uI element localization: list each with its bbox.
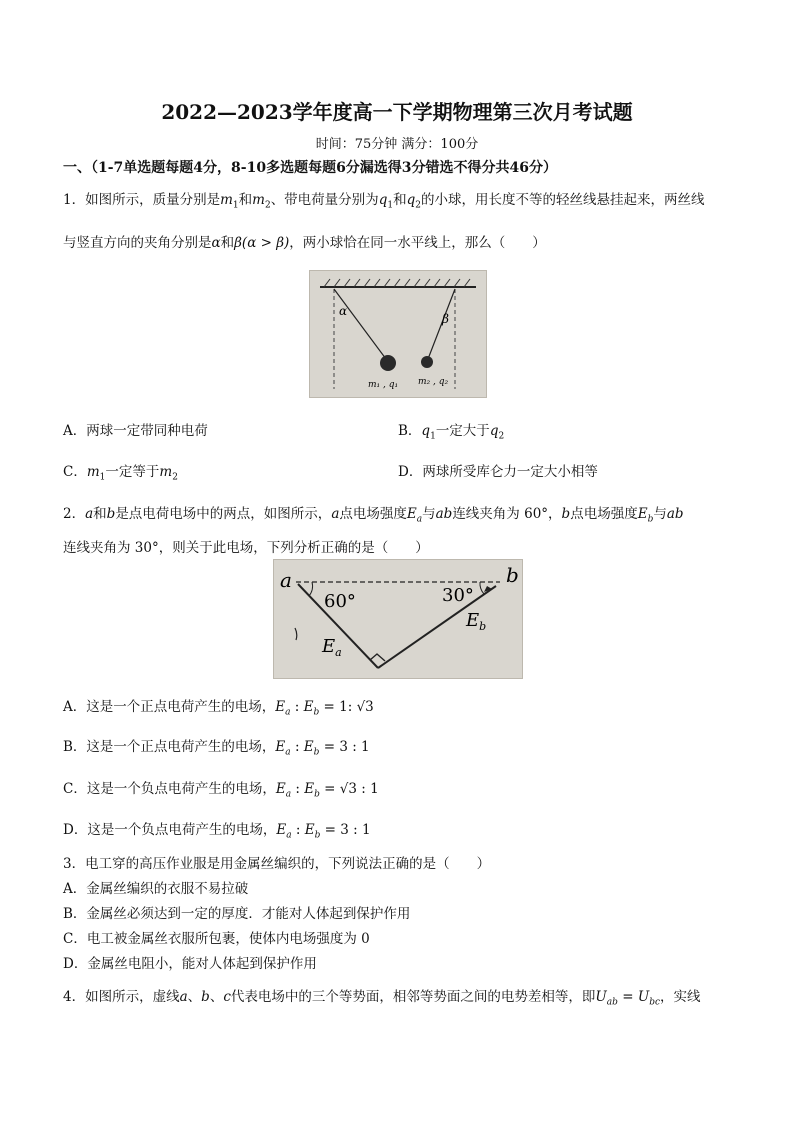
q2-option-c: C．这是一个负点电荷产生的电场，$E_a$ : $E_b = √3$ : 1 <box>63 781 379 800</box>
eb-label: $E_b$ <box>466 610 487 633</box>
q1-option-d: D．两球所受库仑力一定大小相等 <box>398 464 598 480</box>
section-heading: 一、（1-7单选题每题4分，8-10多选题每题6分漏选得3分错选不得分共46分） <box>63 160 558 176</box>
beta-label: β <box>442 312 449 326</box>
q1-stem-line1: 1．如图所示，质量分别是$m_1$和$m_2$、带电荷量分别为$q_1$和$q_2$的小球，用长度不等的轻丝线悬挂起来，两丝线 <box>63 192 705 211</box>
q3-option-b: B．金属丝必须达到一定的厚度．才能对人体起到保护作用 <box>63 906 411 922</box>
alpha-label: α <box>339 304 348 318</box>
ball2-label: m₂ , q₂ <box>418 377 449 387</box>
ea-label: $E_a$ <box>322 636 342 659</box>
q3-option-d: D．金属丝电阻小，能对人体起到保护作用 <box>63 956 317 972</box>
q3-option-a: A．金属丝编织的衣服不易拉破 <box>63 881 249 897</box>
q1-option-b: B．$q_1$一定大于$q_2$ <box>398 423 505 442</box>
q2-option-a: A．这是一个正点电荷产生的电场，$E_a$ : $E_b = 1$: √3 <box>63 699 374 718</box>
angle-b-label: 30° <box>442 585 474 606</box>
point-a-label: a <box>280 568 292 592</box>
q3-stem: 3．电工穿的高压作业服是用金属丝编织的，下列说法正确的是（ ） <box>63 856 491 872</box>
q1-stem-line2: 与竖直方向的夹角分别是α和β(α > β)，两小球恰在同一水平线上，那么（ ） <box>63 235 546 251</box>
q2-option-d: D．这是一个负点电荷产生的电场，$E_a$ : $E_b = 3$ : 1 <box>63 822 371 841</box>
q1-figure <box>309 270 487 398</box>
q2-figure <box>273 559 523 679</box>
q2-option-b: B．这是一个正点电荷产生的电场，$E_a$ : $E_b = 3$ : 1 <box>63 739 370 758</box>
point-b-label: b <box>506 563 519 587</box>
q4-stem-line1: 4．如图所示，虚线a、b、c代表电场中的三个等势面，相邻等势面之间的电势差相等，即$U_{ab} = U_{bc}$，实线 <box>63 989 701 1008</box>
q2-stem-line2: 连线夹角为 30°，则关于此电场，下列分析正确的是（ ） <box>63 540 429 556</box>
exam-info: 时间：75分钟 满分：100分 <box>315 137 479 152</box>
q1-option-c: C．$m_1$一定等于$m_2$ <box>63 464 178 483</box>
q1-option-a: A．两球一定带同种电荷 <box>63 423 208 439</box>
ball1-label: m₁ , q₁ <box>368 380 399 390</box>
q2-stem-line1: 2．a和b是点电荷电场中的两点，如图所示，a点电场强度$E_a$与ab连线夹角为 60°，b点电场强度$E_b$与ab <box>63 506 684 525</box>
angle-a-label: 60° <box>324 591 356 612</box>
page-title: 2022—2023学年度高一下学期物理第三次月考试题 <box>161 100 633 124</box>
q3-option-c: C．电工被金属丝衣服所包裹，使体内电场强度为 0 <box>63 931 370 947</box>
